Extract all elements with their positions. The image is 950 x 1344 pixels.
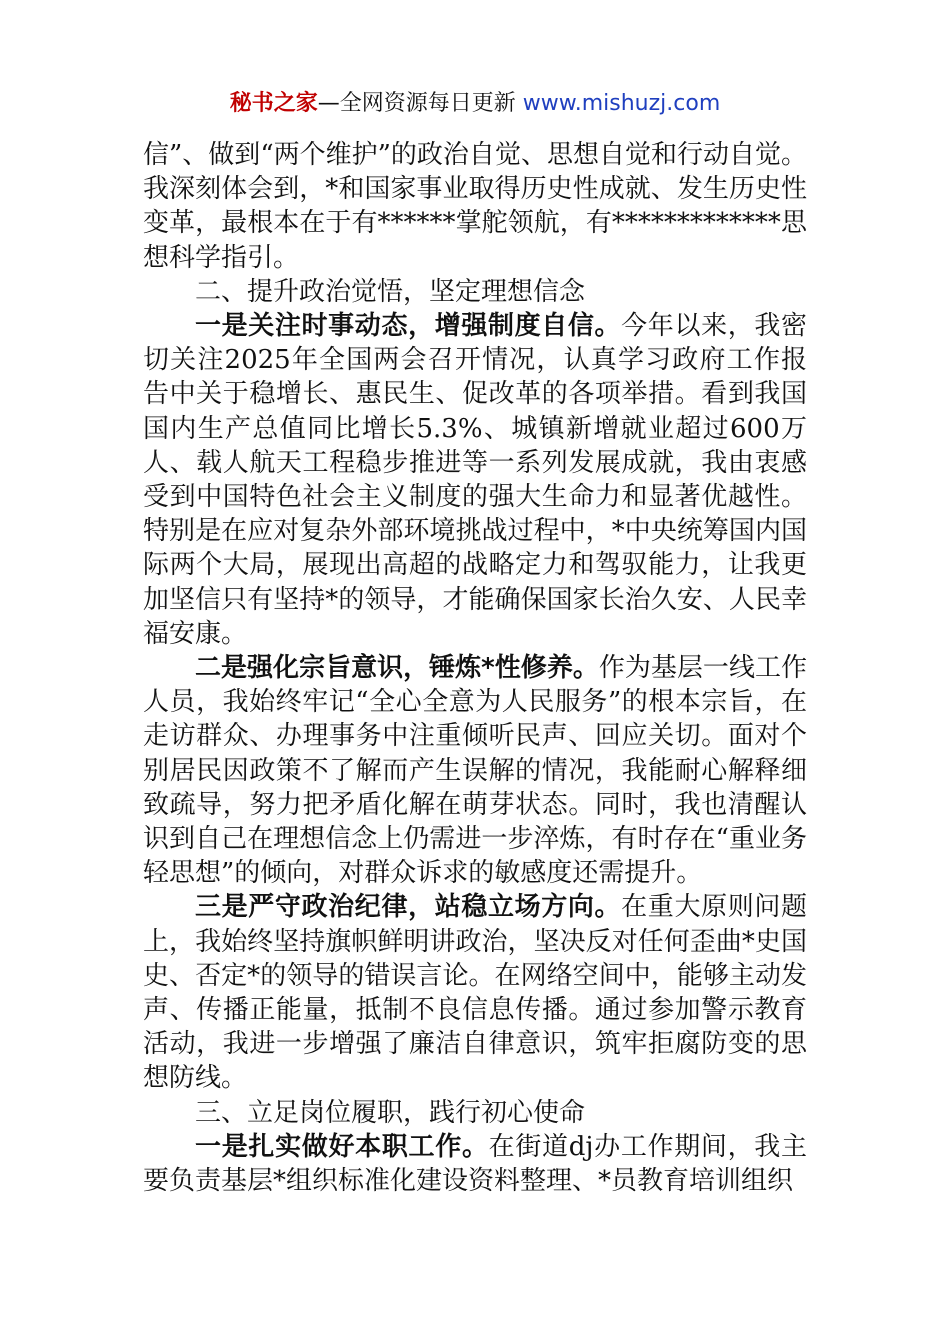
paragraph-text-4: 在街道dj办工作期间，我主要负责基层*组织标准化建设资料整理、*员教育培训组织 [143,1131,807,1197]
paragraph-text-3: 在重大原则问题上，我始终坚持旗帜鲜明讲政治，坚决反对任何歪曲*史国史、否定*的领导的错误言论。在网络空间中，能够主动发声、传播正能量，抵制不良信息传播。通过参加警示教育活动，我进一步增强了廉洁自律意识，筑牢拒腐防变的思想防线。 [143,892,807,1094]
brand-name: 秘书之家 [229,91,318,116]
paragraph-item-3 [143,890,807,1095]
paragraph-item-4 [143,1130,807,1198]
paragraph-lead-2: 二是强化宗旨意识，锤炼*性修养。 [195,653,599,684]
section-heading-2: 二、提升政治觉悟，坚定理想信念 [195,276,586,307]
paragraph-lead-3: 三是严守政治纪律，站稳立场方向。 [195,892,622,923]
paragraph-text-2: 作为基层一线工作人员，我始终牢记“全心全意为人民服务”的根本宗旨，在走访群众、办理事务中注重倾听民声、回应关切。面对个别居民因政策不了解而产生误解的情况，我能耐心解释细致疏导，努力把矛盾化解在萌芽状态。同时，我也清醒认识到自己在理想信念上仍需进一步淬炼，有时存在“重业务轻思想”的倾向，对群众诉求的敏感度还需提升。 [143,653,807,889]
paragraph-item-1 [143,309,807,651]
header-tagline: —全网资源每日更新 [317,91,523,116]
paragraph-lead-4: 一是扎实做好本职工作。 [195,1131,489,1162]
page-header [0,88,950,120]
section-heading-3: 三、立足岗位履职，践行初心使命 [195,1097,586,1128]
paragraph-lead-1: 一是关注时事动态，增强制度自信。 [195,311,622,342]
paragraph-continued: 信”、做到“两个维护”的政治自觉、思想自觉和行动自觉。我深刻体会到，*和国家事业取得历史性成就、发生历史性变革，最根本在于有******掌舵领航，有*************思想科学指引。 [143,140,807,273]
document-body [143,138,807,1198]
paragraph-text-1: 今年以来，我密切关注2025年全国两会召开情况，认真学习政府工作报告中关于稳增长、惠民生、促改革的各项举措。看到我国国内生产总值同比增长5.3%、城镇新增就业超过600万人、载人航天工程稳步推进等一系列发展成就，我由衷感受到中国特色社会主义制度的强大生命力和显著优越性。特别是在应对复杂外部环境挑战过程中，*中央统筹国内国际两个大局，展现出高超的战略定力和驾驭能力，让我更加坚信只有坚持*的领导，才能确保国家长治久安、人民幸福安康。 [143,311,807,649]
site-url-link[interactable]: www.mishuzj.com [522,91,721,116]
paragraph-item-2 [143,651,807,890]
